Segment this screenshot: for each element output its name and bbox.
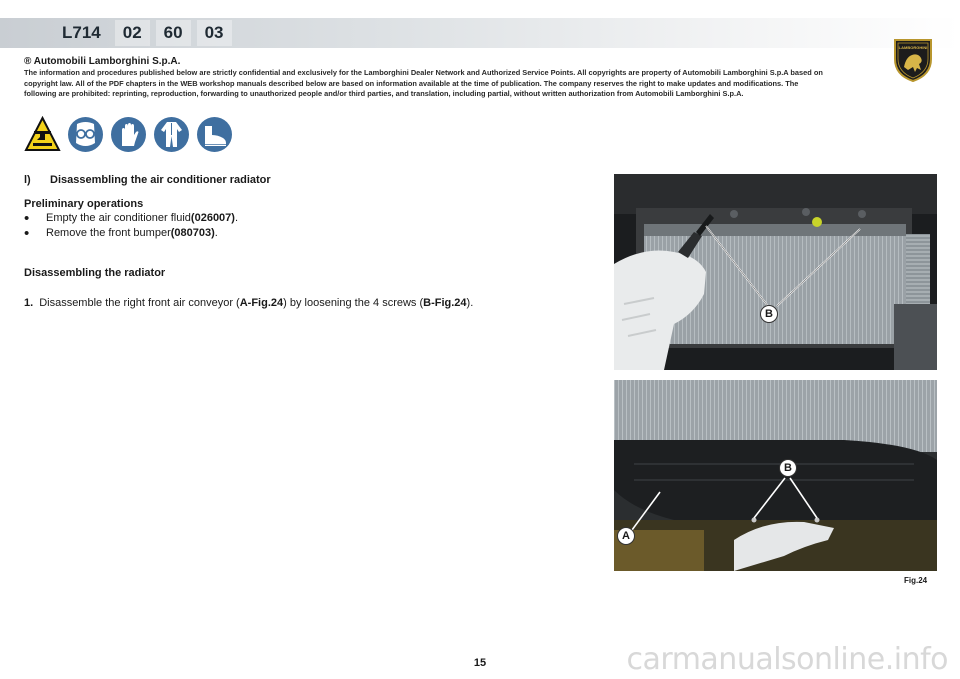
- section-title-text: Disassembling the air conditioner radiator: [50, 174, 271, 186]
- figure-label: Fig.24: [904, 576, 928, 585]
- safety-goggles-icon: [67, 116, 104, 153]
- preliminary-heading: Preliminary operations: [24, 198, 144, 210]
- copyright-notice: [24, 56, 832, 100]
- callout-a: A: [617, 527, 635, 545]
- list-item-ref: (080703): [170, 227, 215, 239]
- bullet-icon: •: [24, 209, 30, 227]
- copyright-body: The information and procedures published below are strictly confidential and exclusively for the Lamborghini Dealer Network and Authorized Service Points. All copyrights are property of Automobili Lamborghini S.p.A based on copyright law. All of the PDF chapters in the WEB workshop manuals described below are based on information available at the time of publication. The company reserves the right to make updates and modifications. The following are prohibited: reprinting, reproduction, forwarding to unauthorized people and/or third parties, and translation, including partial, without written authorization from Automobili Lamborghini S.p.A.: [24, 68, 823, 98]
- list-item: • Empty the air conditioner fluid (026007) .: [24, 209, 239, 227]
- safety-icons: [24, 116, 233, 153]
- document-code: [62, 20, 232, 46]
- figure-ref-b: B-Fig.24: [423, 297, 467, 309]
- figure-photo-top: [614, 174, 937, 370]
- copyright-title: ® Automobili Lamborghini S.p.A.: [24, 56, 181, 67]
- code-model: L714: [62, 23, 101, 42]
- protective-gloves-icon: [110, 116, 147, 153]
- code-group: 02: [115, 20, 150, 46]
- step-number: 1.: [24, 297, 34, 309]
- figure-ref-a: A-Fig.24: [239, 297, 284, 309]
- list-item-text: Empty the air conditioner fluid: [46, 212, 191, 224]
- list-item-text: Remove the front bumper: [46, 227, 171, 239]
- callout-b: B: [760, 305, 778, 323]
- section-letter: l): [24, 174, 31, 186]
- svg-text:LAMBORGHINI: LAMBORGHINI: [898, 45, 928, 50]
- section-title: [24, 174, 271, 186]
- list-item-ref: (026007): [190, 212, 235, 224]
- lamborghini-logo: [892, 37, 934, 83]
- watermark: carmanualsonline.info: [626, 642, 948, 677]
- protective-overalls-icon: [153, 116, 190, 153]
- step-1: 1. Disassemble the right front air conveyor (A-Fig.24) by loosening the 4 screws (B-Fig.24).: [24, 297, 474, 309]
- callout-b: B: [779, 459, 797, 477]
- page-number: 15: [473, 657, 487, 669]
- crush-hazard-warning-icon: [24, 116, 61, 153]
- figure-photo-bottom: [614, 380, 937, 571]
- code-subgroup: 60: [156, 20, 191, 46]
- disassembling-heading: Disassembling the radiator: [24, 267, 166, 279]
- safety-shoes-icon: [196, 116, 233, 153]
- code-chapter: 03: [197, 20, 232, 46]
- list-item: • Remove the front bumper (080703) .: [24, 224, 218, 242]
- bullet-icon: •: [24, 224, 30, 242]
